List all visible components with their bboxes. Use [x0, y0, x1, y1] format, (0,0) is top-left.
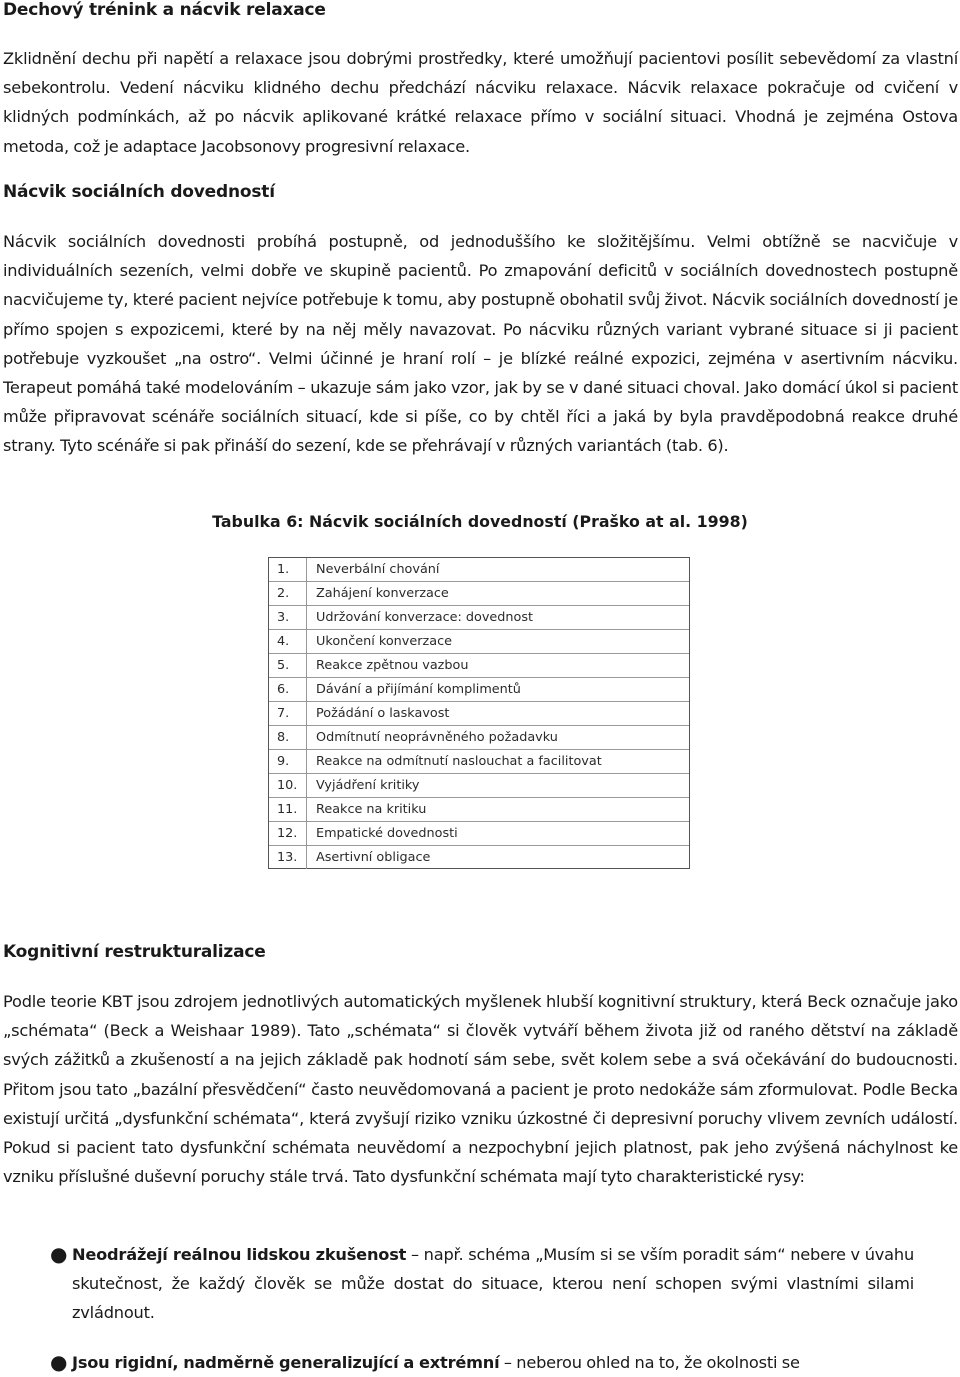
row-number: 4. [269, 630, 307, 653]
table-row [269, 798, 689, 822]
table-caption: Tabulka 6: Nácvik sociálních dovedností (Praško at al. 1998) [212, 512, 748, 531]
row-number: 8. [269, 726, 307, 749]
table-row [269, 750, 689, 774]
feature-bold: Neodrážejí reálnou lidskou zkušenost [72, 1245, 407, 1264]
table-row [269, 726, 689, 750]
row-label: Vyjádření kritiky [316, 778, 420, 793]
row-label: Dávání a přijímání komplimentů [316, 682, 521, 697]
row-label: Zahájení konverzace [316, 586, 449, 601]
row-label: Požádání o laskavost [316, 706, 450, 721]
table-row [269, 702, 689, 726]
row-number: 6. [269, 678, 307, 701]
row-number: 2. [269, 582, 307, 605]
row-number: 13. [269, 846, 307, 869]
row-label: Reakce na odmítnutí naslouchat a facilitovat [316, 754, 602, 769]
paragraph-social-skills: Nácvik sociálních dovednosti probíhá postupně, od jednoduššího ke složitějšímu. Velmi obtížně se nacvičuje v individuálních sezeních, velmi dobře ve skupině pacientů. Po zmapování deficitů v sociálních dovednostech postupně nacvičujeme ty, které pacient nejvíce potřebuje k tomu, aby postupně obohatil svůj život. Nácvik sociálních dovedností je přímo spojen s expozicemi, které by na něj měly navazovat. Po nácviku různých variant vybrané situace si ji pacient potřebuje vyzkoušet „na ostro“. Velmi účinné je hraní rolí – je blízké reálné expozici, zejména v asertivním nácviku. Terapeut pomáhá také modelováním – ukazuje sám jako vzor, jak by se v dané situaci choval. Jako domácí úkol si pacient může připravovat scénáře sociálních situací, kde si píše, co by chtěl říci a jaká by byla pravděpodobná reakce druhé strany. Tyto scénáře si pak přináší do sezení, kde se přehrávají v různých variantách (tab. 6). [3, 232, 958, 456]
row-label: Ukončení konverzace [316, 634, 452, 649]
section-heading-social-skills: Nácvik sociálních dovedností [3, 182, 275, 202]
row-number: 9. [269, 750, 307, 773]
feature-text: – neberou ohled na to, že okolnosti se [499, 1353, 800, 1372]
feature-bold: Jsou rigidní, nadměrně generalizující a extrémní [72, 1353, 500, 1372]
row-number: 3. [269, 606, 307, 629]
table-row [269, 846, 689, 870]
skills-table [268, 557, 690, 869]
row-number: 5. [269, 654, 307, 677]
section-heading-cognitive: Kognitivní restrukturalizace [3, 942, 266, 962]
row-label: Odmítnutí neoprávněného požadavku [316, 730, 558, 745]
row-number: 1. [269, 558, 307, 581]
paragraph-cognitive: Podle teorie KBT jsou zdrojem jednotlivých automatických myšlenek hlubší kognitivní struktury, která Beck označuje jako „schémata“ (Beck a Weishaar 1989). Tato „schémata“ si člověk vytváří během života již od raného dětství na základě svých zážitků a zkušeností a na jejich základě pak hodnotí sám sebe, svět kolem sebe a svá očekávání do budoucnosti. Přitom jsou tato „bazální přesvědčení“ často neuvědomovaná a pacient je proto nedokáže sám zformulovat. Podle Becka existují určitá „dysfunkční schémata“, která zvyšují riziko vzniku úzkostné či depresivní poruchy vlivem zevních událostí. Pokud si pacient tato dysfunkční schémata neuvědomí a nezpochybní jejich platnost, pak jeho zvýšená náchylnost ke vzniku příslušné duševní poruchy stále trvá. Tato dysfunkční schémata mají tyto charakteristické rysy: [3, 992, 958, 1187]
row-label: Reakce na kritiku [316, 802, 427, 817]
table-row [269, 822, 689, 846]
row-number: 7. [269, 702, 307, 725]
bullet-icon: ● [50, 1242, 68, 1266]
row-label: Neverbální chování [316, 562, 440, 577]
feature-text: – např. schéma „Musím si se vším poradit sám“ nebere v úvahu skutečnost, že každý člověk se může dostat do situace, kterou není schopen svými vlastními silami zvládnout. [72, 1245, 914, 1322]
table-row [269, 582, 689, 606]
row-label: Reakce zpětnou vazbou [316, 658, 469, 673]
table-row [269, 774, 689, 798]
paragraph-breathing: Zklidnění dechu při napětí a relaxace jsou dobrými prostředky, které umožňují pacientovi posílit sebevědomí za vlastní sebekontrolu. Vedení nácviku klidného dechu předchází nácviku relaxace. Nácvik relaxace pokračuje od cvičení v klidných podmínkách, až po nácvik aplikované krátké relaxace přímo v sociální situaci. Vhodná je zejména Ostova metoda, což je adaptace Jacobsonovy progresivní relaxace. [3, 49, 958, 156]
bullet-icon: ● [50, 1350, 68, 1374]
list-item [52, 1348, 914, 1377]
row-label: Empatické dovednosti [316, 826, 458, 841]
row-number: 11. [269, 798, 307, 821]
table-row [269, 678, 689, 702]
table-row [269, 606, 689, 630]
row-number: 12. [269, 822, 307, 845]
section-heading-breathing: Dechový trénink a nácvik relaxace [3, 0, 326, 20]
table-row [269, 654, 689, 678]
row-number: 10. [269, 774, 307, 797]
list-item [52, 1240, 914, 1327]
row-label: Asertivní obligace [316, 850, 431, 865]
table-row [269, 558, 689, 582]
row-label: Udržování konverzace: dovednost [316, 610, 534, 625]
table-row [269, 630, 689, 654]
